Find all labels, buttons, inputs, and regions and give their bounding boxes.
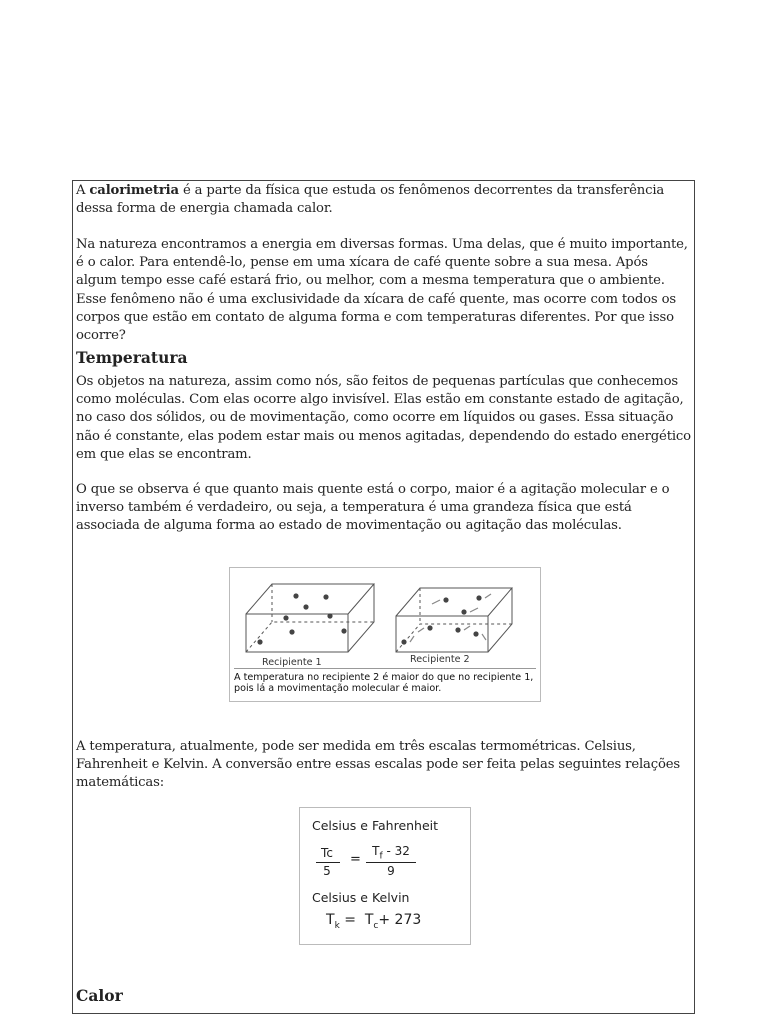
temperatura-heading: Temperatura xyxy=(76,348,188,367)
tc-numerator: Tc xyxy=(321,846,333,860)
recipientes-caption: A temperatura no recipiente 2 é maior do que no recipiente 1, pois lá a movimentação molecular é maior. xyxy=(234,672,534,694)
escalas-paragraph: A temperatura, atualmente, pode ser medida em três escalas termométricas. Celsius, Fahrenheit e Kelvin. A conversão entre essas escalas pode ser feita pelas seguintes relações matemáticas: xyxy=(76,739,681,791)
kelvin-formula: $T_k = T_c+ 273$ xyxy=(326,912,422,931)
tf-numerator: $T_f - 32$ xyxy=(372,844,410,862)
celsius-fahrenheit-title: Celsius e Fahrenheit xyxy=(312,818,439,833)
recipientes-figure xyxy=(229,567,541,702)
five-denominator: 5 xyxy=(323,864,331,878)
temperatura-paragraph-2: O que se observa é que quanto mais quente está o corpo, maior é a agitação molecular e o inverso também é verdadeiro, ou seja, a temperatura é uma grandeza física que está associada de alguma forma ao estado de movimentação ou agitação das moléculas. xyxy=(76,482,670,534)
document-box xyxy=(72,180,695,1014)
fraction-line-left xyxy=(316,862,340,863)
recipientes-illustration xyxy=(232,570,538,668)
intro-text-rest: é a parte da física que estuda os fenômenos decorrentes da transferência dessa forma de energia chamada calor. xyxy=(76,183,665,217)
conversion-formulas-figure xyxy=(299,807,471,945)
recipiente-2-label: Recipiente 2 xyxy=(410,654,470,665)
nine-denominator: 9 xyxy=(387,864,395,878)
recipiente-1-label: Recipiente 1 xyxy=(262,657,322,668)
intro-text-start: A xyxy=(76,183,90,198)
intro-paragraph-2: Na natureza encontramos a energia em diversas formas. Uma delas, que é muito importante, é o calor. Para entendê-lo, pense em uma xícara de café quente sobre a sua mesa. Após algum tempo esse café estará frio, ou melhor, com a mesma temperatura que o ambiente. Esse fenômeno não é uma exclusividade da xícara de café quente, mas ocorre com todos os corpos que estão em contato de alguma forma e com temperaturas diferentes. Por que isso ocorre? xyxy=(76,237,688,344)
celsius-kelvin-title: Celsius e Kelvin xyxy=(312,890,410,905)
figure-divider xyxy=(234,668,536,669)
intro-paragraph-1 xyxy=(76,182,692,218)
fraction-line-right xyxy=(366,862,416,863)
equals-sign: = xyxy=(350,852,361,867)
calorimetria-bold: calorimetria xyxy=(89,183,179,198)
temperatura-paragraph-1: Os objetos na natureza, assim como nós, são feitos de pequenas partículas que conhecemos como moléculas. Com elas ocorre algo invisível. Elas estão em constante estado de agitação, no caso dos sólidos, ou de movimentação, como ocorre em líquidos ou gases. Essa situação não é constante, elas podem estar mais ou menos agitadas, dependendo do estado energético em que elas se encontram. xyxy=(76,374,691,462)
calor-heading: Calor xyxy=(76,986,123,1005)
